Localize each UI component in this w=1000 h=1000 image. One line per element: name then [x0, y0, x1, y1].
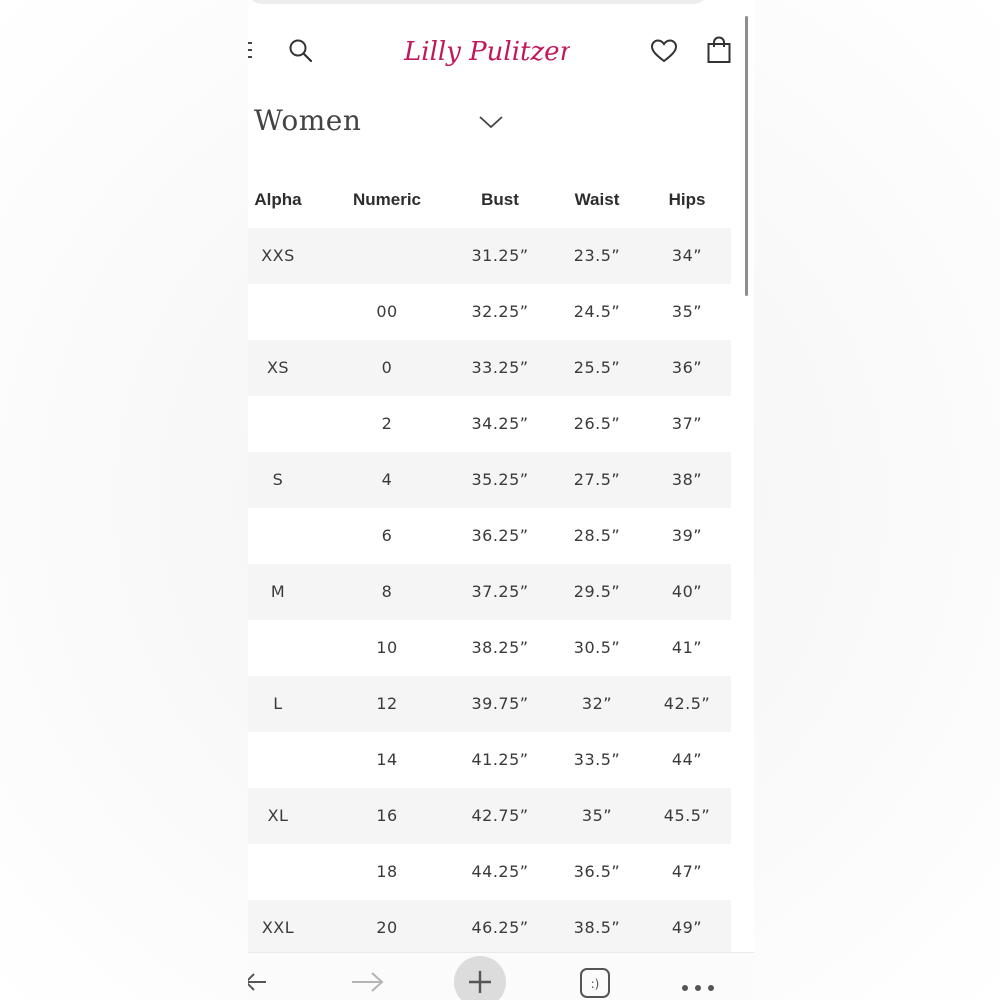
cell-bust: 35.25” — [471, 470, 529, 489]
table-row — [248, 676, 731, 732]
cell-waist: 33.5” — [573, 750, 621, 769]
cell-waist: 26.5” — [573, 414, 621, 433]
table-row — [248, 508, 731, 564]
cell-waist: 35” — [581, 806, 613, 825]
cell-waist: 30.5” — [573, 638, 621, 657]
header-waist: Waist — [574, 190, 620, 209]
cell-bust: 32.25” — [471, 302, 529, 321]
chevron-down-icon[interactable] — [478, 114, 504, 130]
cell-hips: 49” — [671, 918, 703, 937]
cell-waist: 24.5” — [573, 302, 621, 321]
table-row — [248, 620, 731, 676]
cell-hips: 42.5” — [663, 694, 711, 713]
cell-hips: 39” — [671, 526, 703, 545]
scrollbar[interactable] — [745, 16, 748, 296]
table-row — [248, 564, 731, 620]
plus-icon — [468, 970, 492, 994]
logo-text: Lilly Pulitzer — [404, 37, 570, 67]
cell-numeric: 12 — [376, 694, 398, 713]
cell-waist: 28.5” — [573, 526, 621, 545]
cell-hips: 47” — [671, 862, 703, 881]
category-selector[interactable] — [254, 104, 514, 148]
cell-alpha: XXS — [261, 246, 295, 265]
cell-hips: 38” — [671, 470, 703, 489]
cell-numeric: 10 — [376, 638, 398, 657]
cell-numeric: 6 — [381, 526, 393, 545]
table-body — [248, 228, 731, 956]
cell-numeric: 2 — [381, 414, 393, 433]
table-row — [248, 228, 731, 284]
cell-hips: 40” — [671, 582, 703, 601]
header-bust: Bust — [481, 190, 519, 209]
table-header — [248, 172, 731, 228]
header-hips: Hips — [668, 190, 706, 209]
menu-icon[interactable] — [248, 42, 252, 60]
cell-hips: 41” — [671, 638, 703, 657]
header-alpha: Alpha — [254, 190, 302, 209]
cell-bust: 37.25” — [471, 582, 529, 601]
brand-logo[interactable] — [400, 26, 570, 76]
cell-bust: 33.25” — [471, 358, 529, 377]
cell-hips: 44” — [671, 750, 703, 769]
back-arrow-icon[interactable] — [248, 970, 268, 994]
table-row — [248, 396, 731, 452]
cell-bust: 42.75” — [471, 806, 529, 825]
bag-icon[interactable] — [706, 36, 732, 64]
cell-alpha: S — [272, 470, 284, 489]
cell-waist: 29.5” — [573, 582, 621, 601]
cell-waist: 38.5” — [573, 918, 621, 937]
heart-icon[interactable] — [650, 38, 678, 64]
cell-bust: 34.25” — [471, 414, 529, 433]
cell-bust: 39.75” — [471, 694, 529, 713]
table-row — [248, 788, 731, 844]
cell-waist: 23.5” — [573, 246, 621, 265]
size-chart-table — [248, 172, 731, 956]
cell-bust: 41.25” — [471, 750, 529, 769]
cell-numeric: 00 — [376, 302, 398, 321]
tabs-label: :) — [590, 977, 600, 991]
cell-bust: 38.25” — [471, 638, 529, 657]
more-icon[interactable] — [680, 978, 716, 988]
cell-hips: 35” — [671, 302, 703, 321]
category-title: Women — [254, 104, 362, 137]
cell-numeric: 14 — [376, 750, 398, 769]
table-row — [248, 284, 731, 340]
cell-alpha: XS — [266, 358, 290, 377]
url-bar[interactable] — [248, 0, 708, 4]
cell-numeric: 20 — [376, 918, 398, 937]
cell-waist: 25.5” — [573, 358, 621, 377]
tabs-icon[interactable] — [578, 966, 612, 1000]
header-numeric: Numeric — [352, 190, 422, 209]
search-icon[interactable] — [288, 38, 314, 64]
table-row — [248, 844, 731, 900]
cell-hips: 36” — [671, 358, 703, 377]
cell-alpha: XL — [267, 806, 289, 825]
cell-bust: 36.25” — [471, 526, 529, 545]
cell-alpha: L — [273, 694, 283, 713]
cell-bust: 31.25” — [471, 246, 529, 265]
cell-alpha: M — [270, 582, 286, 601]
cell-bust: 44.25” — [471, 862, 529, 881]
cell-numeric: 18 — [376, 862, 398, 881]
cell-numeric: 8 — [381, 582, 393, 601]
table-row — [248, 732, 731, 788]
cell-hips: 34” — [671, 246, 703, 265]
cell-waist: 27.5” — [573, 470, 621, 489]
cell-hips: 45.5” — [663, 806, 711, 825]
phone-screen — [248, 0, 754, 1000]
cell-waist: 32” — [581, 694, 613, 713]
cell-numeric: 0 — [381, 358, 393, 377]
cell-waist: 36.5” — [573, 862, 621, 881]
cell-alpha: XXL — [261, 918, 295, 937]
cell-numeric: 16 — [376, 806, 398, 825]
table-row — [248, 900, 731, 956]
cell-bust: 46.25” — [471, 918, 529, 937]
cell-hips: 37” — [671, 414, 703, 433]
cell-numeric: 4 — [381, 470, 393, 489]
table-row — [248, 340, 731, 396]
forward-arrow-icon[interactable] — [350, 970, 384, 994]
table-row — [248, 452, 731, 508]
